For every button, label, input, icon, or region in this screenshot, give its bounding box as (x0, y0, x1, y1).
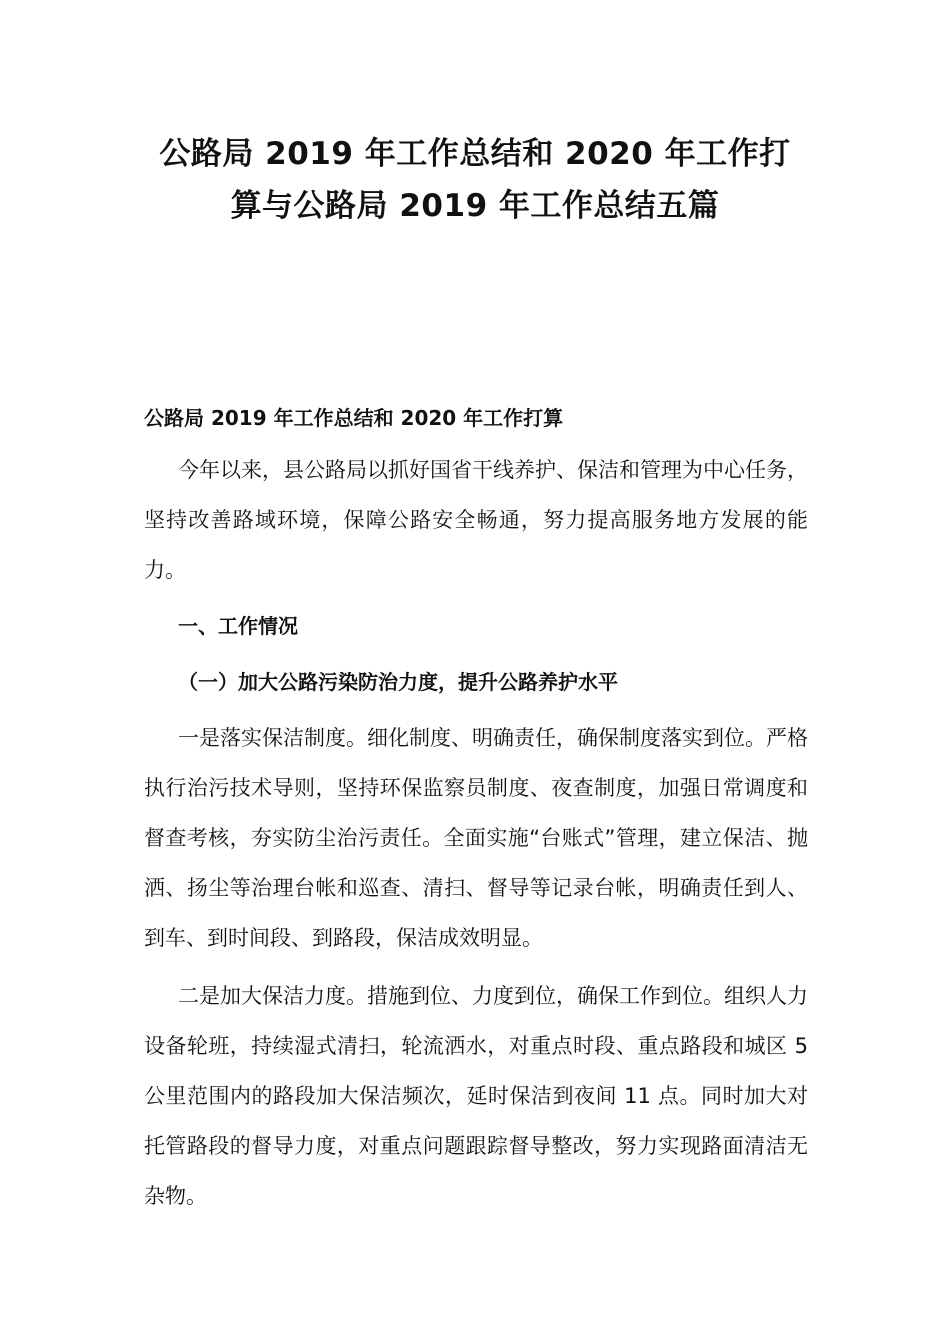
paragraph-cleaning-intensity: 二是加大保洁力度。措施到位、力度到位，确保工作到位。组织人力设备轮班，持续湿式清扫，轮流洒水，对重点时段、重点路段和城区 5 公里范围内的路段加大保洁频次，延时保洁到夜间 11 点。同时加大对托管路段的督导力度，对重点问题跟踪督导整改，努力实现路面清洁无杂物。 (144, 984, 808, 1208)
document-body (144, 397, 808, 1221)
document-title-line-2: 算与公路局 2019 年工作总结五篇 (230, 188, 720, 224)
heading-work-status: 一、工作情况 (178, 614, 298, 638)
section-heading: 公路局 2019 年工作总结和 2020 年工作打算 (144, 406, 564, 430)
document-title-line-1: 公路局 2019 年工作总结和 2020 年工作打 (159, 136, 791, 172)
spacer (144, 963, 808, 971)
subheading-pollution-control: （一）加大公路污染防治力度，提升公路养护水平 (178, 670, 618, 694)
paragraph-cleaning-system: 一是落实保洁制度。细化制度、明确责任，确保制度落实到位。严格执行治污技术导则，坚持环保监察员制度、夜查制度，加强日常调度和督查考核，夯实防尘治污责任。全面实施“台账式”管理，建立保洁、抛洒、扬尘等治理台帐和巡查、清扫、督导等记录台帐，明确责任到人、到车、到时间段、到路段，保洁成效明显。 (144, 726, 808, 950)
document-title (120, 128, 830, 232)
intro-paragraph: 今年以来，县公路局以抓好国省干线养护、保洁和管理为中心任务，坚持改善路域环境，保障公路安全畅通，努力提高服务地方发展的能力。 (144, 458, 808, 582)
